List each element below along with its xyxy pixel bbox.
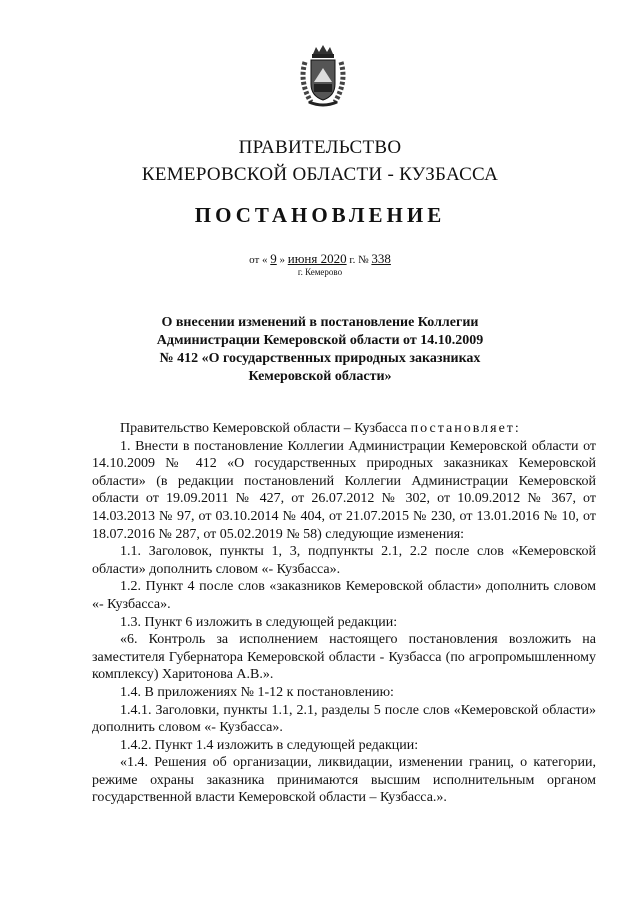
subject-line: О внесении изменений в постановление Коллегии	[161, 315, 479, 330]
coat-of-arms-emblem	[297, 44, 349, 108]
intro-paragraph	[92, 420, 596, 438]
government-title-line1: ПРАВИТЕЛЬСТВО	[238, 137, 402, 158]
paragraph-1-4-2: 1.4.2. Пункт 1.4 изложить в следующей редакции:	[120, 737, 419, 753]
paragraph-1: 1. Внести в постановление Коллегии Администрации Кемеровской области от 14.10.2009 № 412 «О государственных природных заказниках Кемеровской области» (в редакции постановлений Коллегии Администрации Кемеровской области от 19.09.2011 № 427, от 26.07.2012 № 302, от 10.09.2012 № 367, от 14.03.2013 № 97, от 03.10.2014 № 404, от 21.07.2015 № 230, от 13.01.2016 № 10, от 18.07.2016 № 287, от 05.02.2019 № 58) следующие изменения:	[92, 438, 596, 542]
city-label: г. Кемерово	[297, 267, 343, 277]
intro-spaced-verb: постановляет:	[410, 421, 521, 436]
paragraph-1-2: 1.2. Пункт 4 после слов «заказников Кемеровской области» дополнить словом «- Кузбасса».	[92, 579, 596, 612]
subject-line: Кемеровской области»	[248, 369, 392, 384]
date-suffix: г. №	[349, 254, 372, 266]
document-date-number	[0, 251, 640, 267]
document-type-heading: ПОСТАНОВЛЕНИЕ	[194, 203, 446, 227]
paragraph-quote-6: «6. Контроль за исполнением настоящего постановления возложить на заместителя Губернатора Кемеровской области - Кузбасса (по агропромышленному комплексу) Харитонова А.В.».	[92, 632, 596, 683]
document-number: 338	[371, 251, 391, 266]
government-title-line2: КЕМЕРОВСКОЙ ОБЛАСТИ - КУЗБАССА	[141, 164, 499, 185]
subject-line: № 412 «О государственных природных заказниках	[159, 351, 481, 366]
intro-text: Правительство Кемеровской области – Кузбасса	[120, 421, 411, 436]
date-day: 9	[270, 251, 277, 266]
coat-of-arms-icon	[297, 44, 349, 108]
date-prefix: от «	[249, 254, 268, 266]
document-body	[92, 420, 596, 807]
paragraph-1-1: 1.1. Заголовок, пункты 1, 3, подпункты 2.1, 2.2 после слов «Кемеровской области» дополнить словом «- Кузбасса».	[92, 544, 596, 577]
subject-line: Администрации Кемеровской области от 14.10.2009	[156, 333, 484, 348]
document-subject	[150, 314, 490, 386]
paragraph-quote-1-4: «1.4. Решения об организации, ликвидации, изменении границ, о категории, режиме охраны заказника принимаются высшим исполнительным органом государственной власти Кемеровской области – Кузбасса.».	[92, 755, 596, 806]
paragraph-1-3: 1.3. Пункт 6 изложить в следующей редакции:	[120, 614, 398, 630]
paragraph-1-4: 1.4. В приложениях № 1-12 к постановлению:	[120, 684, 394, 700]
date-mid: »	[279, 254, 286, 266]
paragraph-1-4-1: 1.4.1. Заголовки, пункты 1.1, 2.1, разделы 5 после слов «Кемеровской области» дополнить словом «- Кузбасса».	[92, 702, 596, 736]
date-month-year: июня 2020	[287, 251, 347, 266]
